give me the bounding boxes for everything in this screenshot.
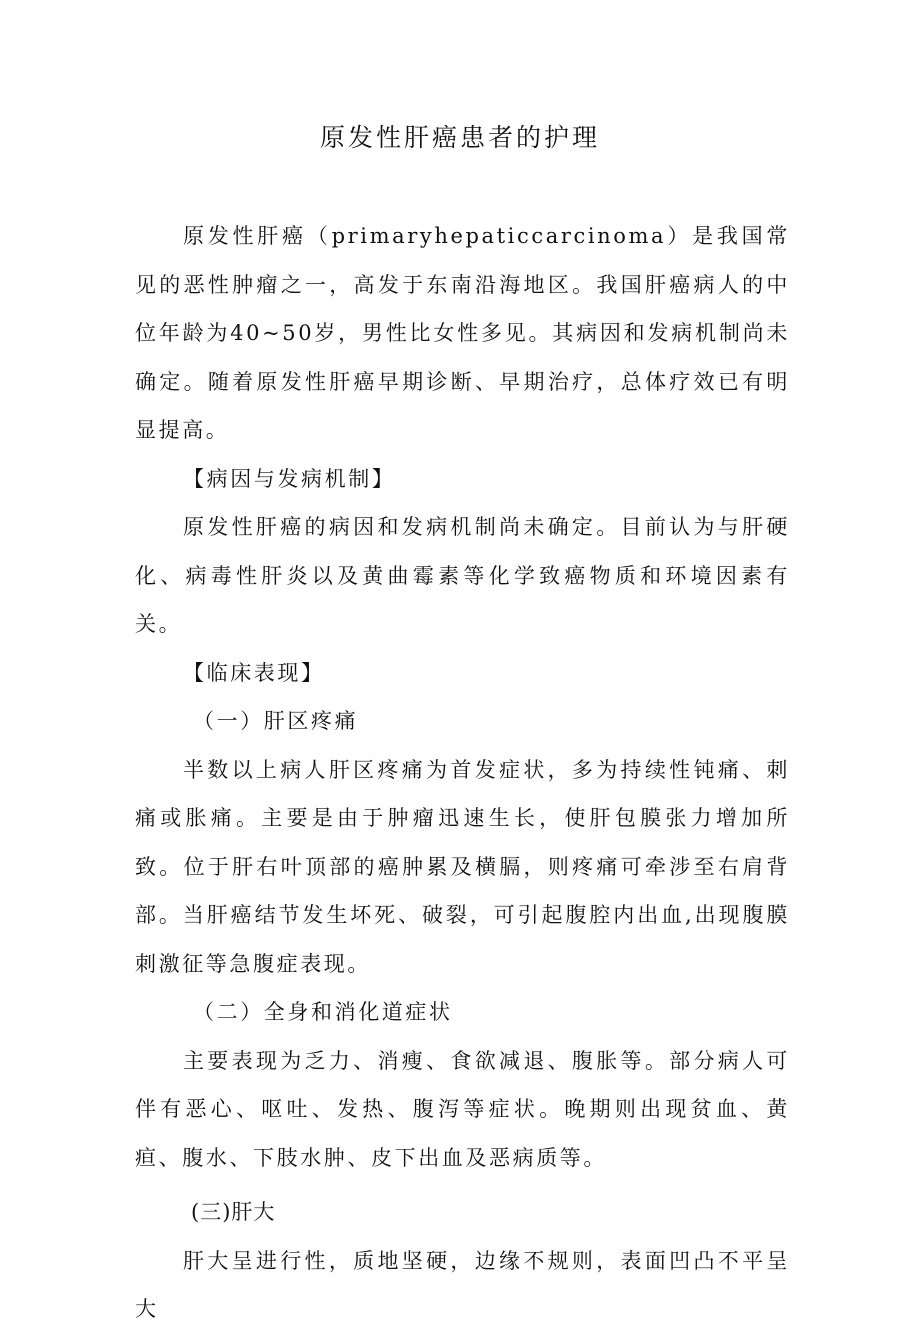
systemic-symptoms-heading: （二）全身和消化道症状 <box>193 1000 453 1024</box>
document-body <box>135 212 790 1334</box>
systemic-symptoms-paragraph: 主要表现为乏力、消瘦、食欲减退、腹胀等。部分病人可伴有恶心、呕吐、发热、腹泻等症状。晚期则出现贫血、黄疸、腹水、下肢水肿、皮下出血及恶病质等。 <box>135 1048 790 1170</box>
clinical-heading: 【临床表现】 <box>183 660 325 685</box>
document-title: 原发性肝癌患者的护理 <box>319 123 600 152</box>
intro-paragraph: 原发性肝癌（primaryhepaticcarcinoma）是我国常见的恶性肿瘤之一，高发于东南沿海地区。我国肝癌病人的中位年龄为40~50岁，男性比女性多见。其病因和发病机制尚未确定。随着原发性肝癌早期诊断、早期治疗，总体疗效已有明显提高。 <box>135 224 790 442</box>
hepatomegaly-heading: (三)肝大 <box>191 1200 276 1224</box>
liver-pain-paragraph: 半数以上病人肝区疼痛为首发症状，多为持续性钝痛、刺痛或胀痛。主要是由于肿瘤迅速生长，使肝包膜张力增加所致。位于肝右叶顶部的癌肿累及横膈，则疼痛可牵涉至右肩背部。当肝癌结节发生坏死、破裂，可引起腹腔内出血,出现腹膜刺激征等急腹症表现。 <box>135 757 790 976</box>
etiology-paragraph: 原发性肝癌的病因和发病机制尚未确定。目前认为与肝硬化、病毒性肝炎以及黄曲霉素等化学致癌物质和环境因素有关。 <box>135 515 790 636</box>
etiology-heading: 【病因与发病机制】 <box>183 466 396 491</box>
hepatomegaly-paragraph: 肝大呈进行性，质地坚硬，边缘不规则，表面凹凸不平呈大 <box>135 1248 790 1321</box>
liver-pain-heading: （一）肝区疼痛 <box>193 709 359 733</box>
